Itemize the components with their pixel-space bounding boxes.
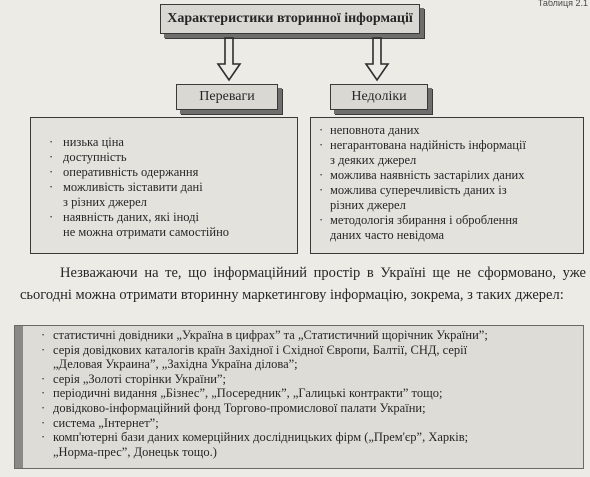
list-item: „Деловая Украина”, „Західна Україна ділова”;	[53, 357, 298, 372]
list-item: · довідково-інформаційний фонд Торгово-промислової палати України;	[41, 400, 426, 415]
list-item: · неповнота даних	[319, 123, 420, 137]
disadvantages-panel	[310, 117, 584, 254]
list-item: різних джерел	[330, 198, 406, 212]
list-item: з деяких джерел	[330, 153, 417, 167]
bullet-icon: ·	[49, 165, 54, 179]
bullet-icon: ·	[41, 430, 46, 445]
disadvantages-heading-box	[330, 84, 428, 110]
list-item: · статистичні довідники „Україна в цифрах” та „Статистичний щорічник України”;	[41, 328, 488, 342]
list-item: · серія „Золоті сторінки України”;	[41, 371, 227, 386]
list-item: · методологія збирання і оброблення	[319, 213, 518, 227]
arrow-left-icon	[216, 36, 242, 82]
list-item: · серія довідкових каталогів країн Західної і Східної Європи, Балтії, СНД, серії	[41, 342, 468, 357]
list-item: не можна отримати самостійно	[63, 225, 230, 239]
list-item: · система „Інтернет”;	[41, 415, 159, 430]
list-item: · комп'ютерні бази даних комерційних дослідницьких фірм („Прем'єр”, Харків;	[41, 430, 469, 445]
bullet-icon: ·	[49, 135, 54, 149]
diagram-title-box	[160, 4, 420, 34]
bullet-icon: ·	[41, 342, 46, 357]
bullet-icon: ·	[41, 386, 46, 401]
arrow-right-icon	[364, 36, 390, 82]
list-item: · доступність	[49, 150, 127, 164]
list-item: · наявність даних, які іноді	[49, 210, 199, 224]
diagram-title: Характеристики вторинної інформації	[167, 11, 413, 26]
list-item: · оперативність одержання	[49, 165, 199, 179]
list-item: „Норма-прес”, Донецьк тощо.)	[53, 444, 217, 459]
bullet-icon: ·	[41, 400, 46, 415]
list-item: · негарантована надійність інформації	[319, 138, 526, 152]
bullet-icon: ·	[319, 138, 324, 152]
bullet-icon: ·	[41, 415, 46, 430]
advantages-heading: Переваги	[199, 89, 255, 104]
disadvantages-list	[311, 118, 583, 243]
bullet-icon: ·	[41, 371, 46, 386]
bullet-icon: ·	[319, 213, 324, 227]
bullet-icon: ·	[319, 123, 324, 137]
bullet-icon: ·	[49, 150, 54, 164]
body-paragraph-text: Незважаючи на те, що інформаційний простір в Україні ще не сформовано, уже сьогодні можна отримати вторинну маркетингову інформацію, зокрема, з таких джерел:	[20, 265, 586, 303]
sources-list	[15, 326, 583, 459]
body-paragraph	[20, 262, 586, 306]
list-item: · можлива суперечливість даних із	[319, 183, 507, 197]
list-item: · можливість зіставити дані	[49, 180, 203, 194]
bullet-icon: ·	[49, 210, 54, 224]
advantages-heading-box	[176, 84, 278, 110]
list-item: · можлива наявність застарілих даних	[319, 168, 525, 182]
list-item: з різних джерел	[63, 195, 147, 209]
list-item: даних часто невідома	[330, 228, 445, 242]
bullet-icon: ·	[41, 328, 46, 342]
list-item: · періодичні видання „Бізнес”, „Посередник”, „Галицькі контракти” тощо;	[41, 386, 443, 401]
bullet-icon: ·	[49, 180, 54, 194]
disadvantages-heading: Недоліки	[351, 89, 407, 104]
bullet-icon: ·	[319, 183, 324, 197]
sources-box	[14, 325, 584, 469]
advantages-panel	[30, 117, 298, 254]
advantages-list	[31, 118, 297, 240]
corner-fragment: Таблиця 2.1	[537, 0, 588, 8]
list-item: · низька ціна	[49, 135, 124, 149]
bullet-icon: ·	[319, 168, 324, 182]
